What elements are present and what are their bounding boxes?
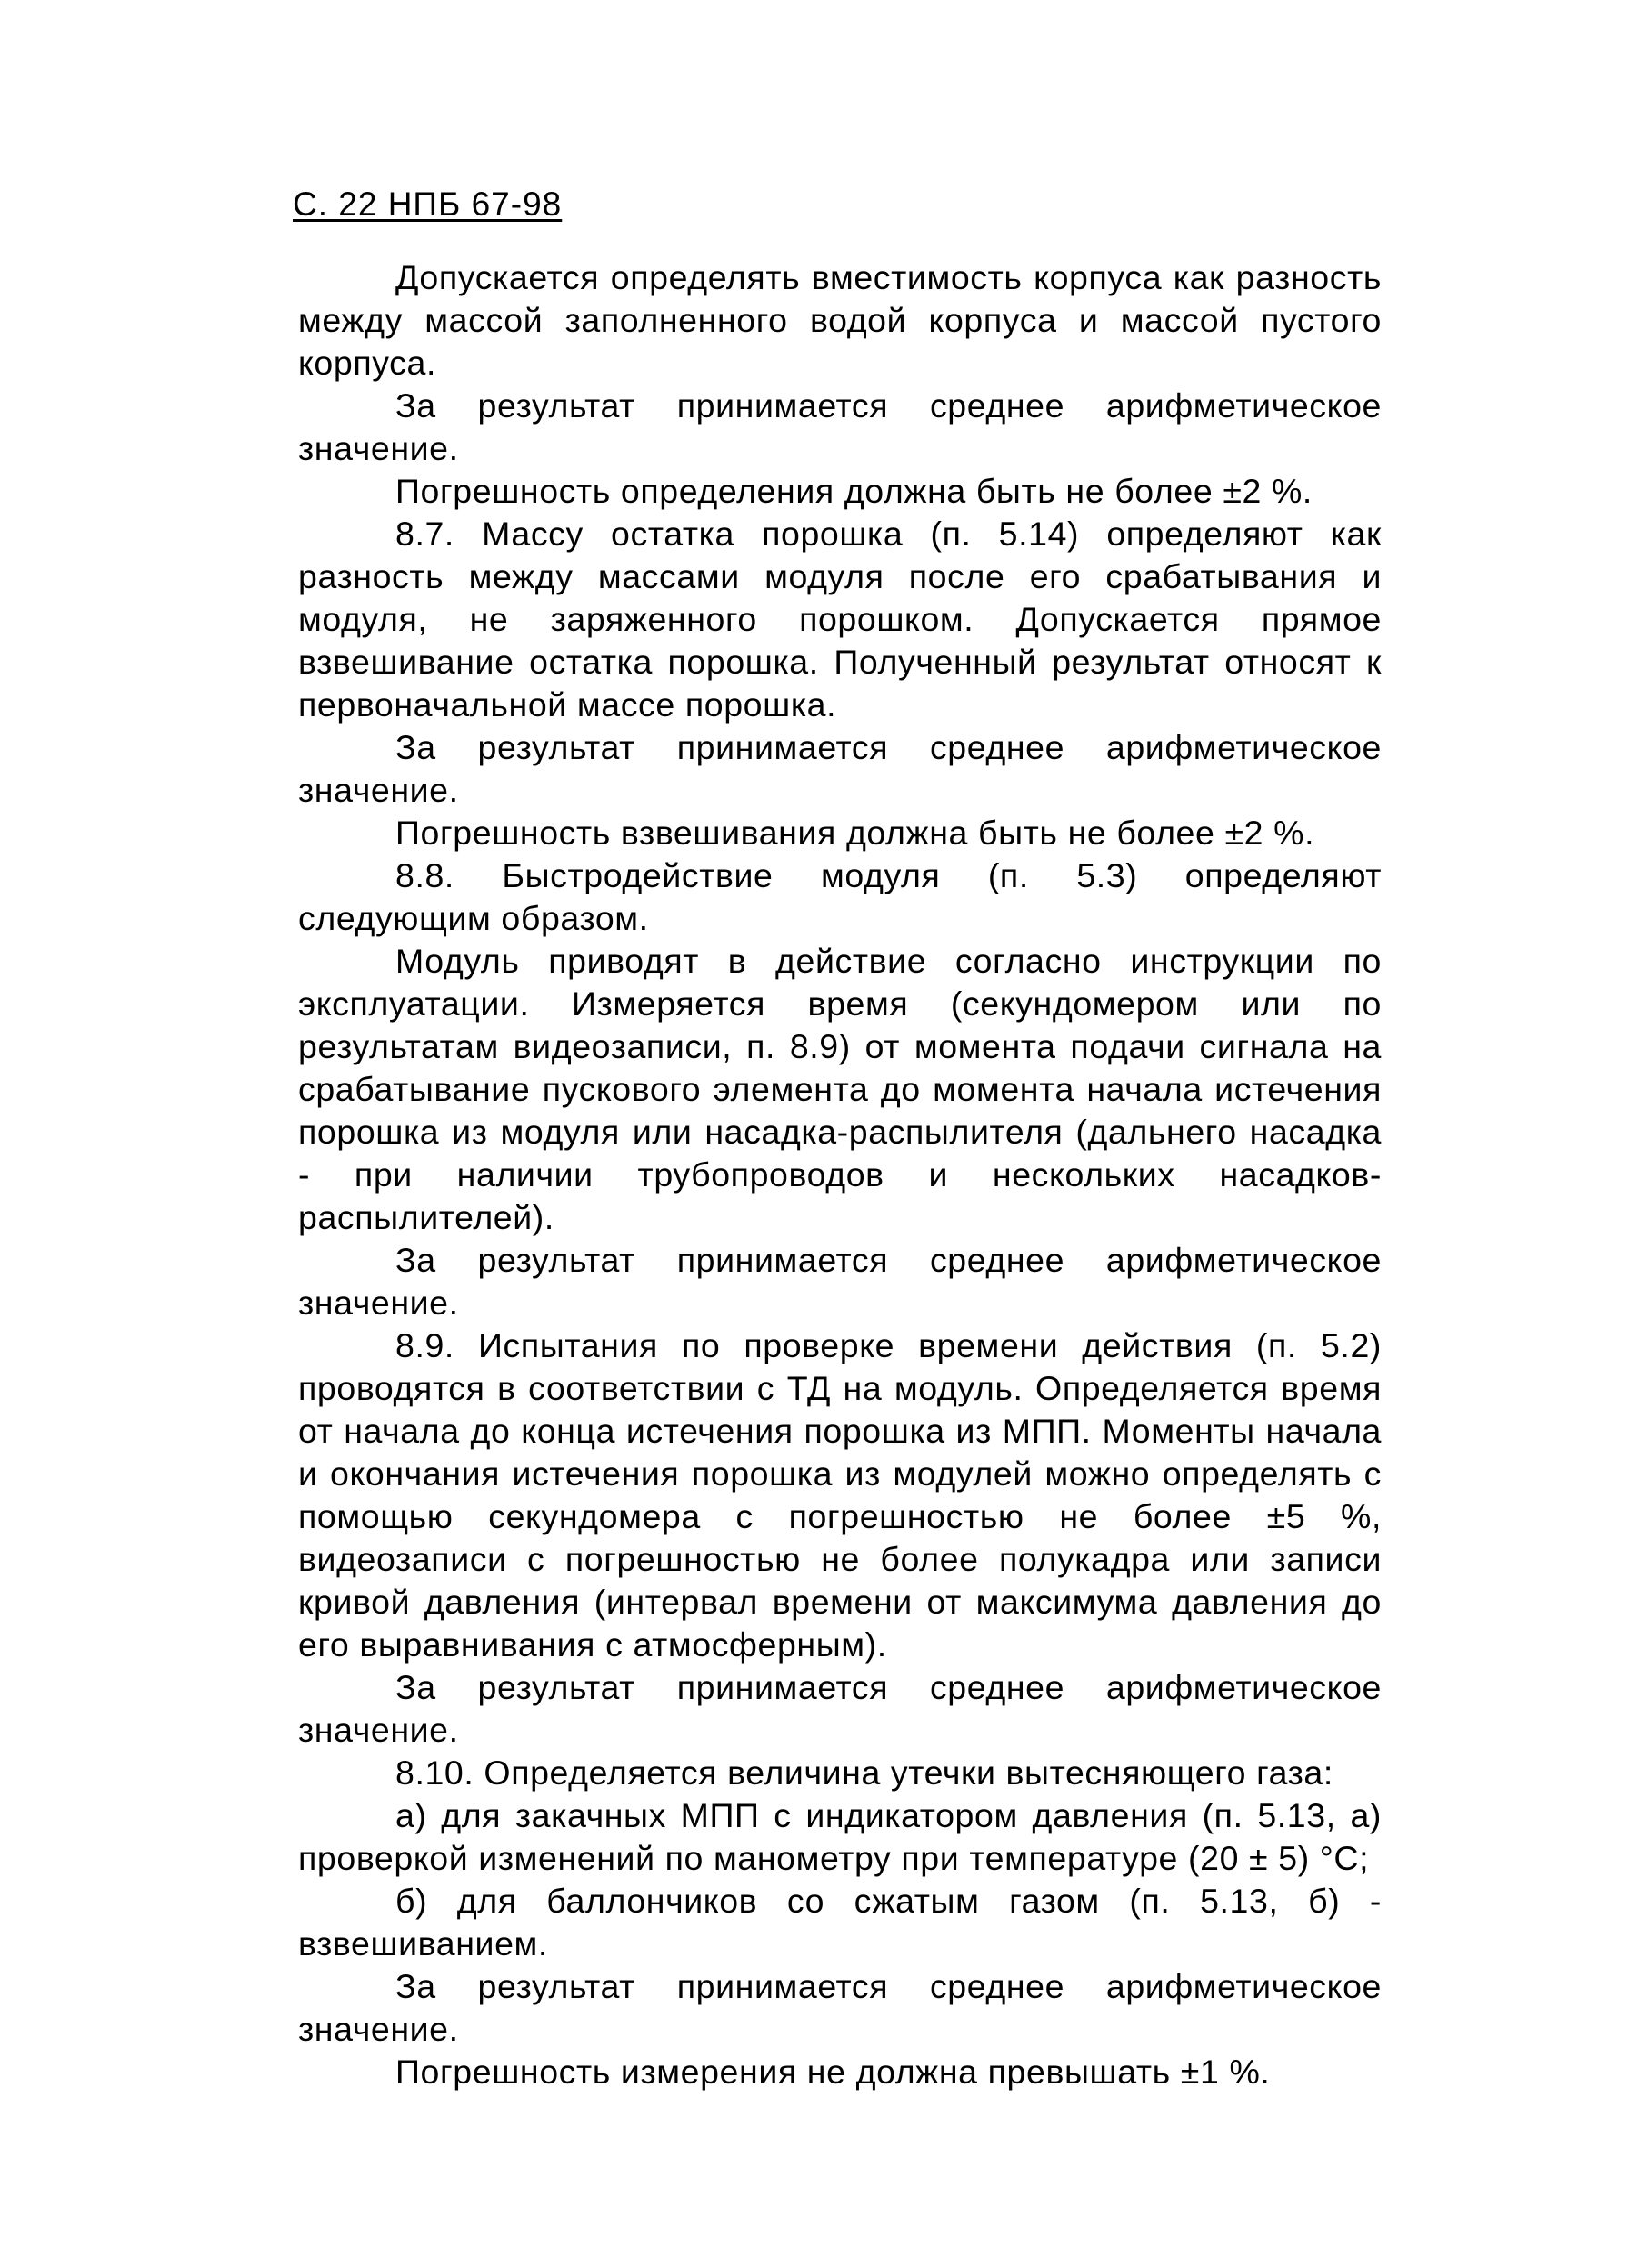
paragraph-item-b: б) для баллончиков со сжатым газом (п. 5.13, б) - взвешиванием. <box>298 1882 1382 1963</box>
paragraph-8-8: 8.8. Быстродействие модуля (п. 5.3) определяют следующим образом. <box>298 856 1382 937</box>
paragraph-result-mean-2: За результат принимается среднее арифметическое значение. <box>298 728 1382 809</box>
paragraph-result-mean-3: За результат принимается среднее арифметическое значение. <box>298 1241 1382 1322</box>
paragraph-8-7: 8.7. Массу остатка порошка (п. 5.14) определяют как разность между массами модуля после его срабатывания и модуля, не заряженного порошком. Допускается прямое взвешивание остатка порошка. Полученный результат относят к первоначальной массе порошка. <box>298 515 1382 724</box>
paragraph-result-mean-1: За результат принимается среднее арифметическое значение. <box>298 386 1382 467</box>
paragraph-result-mean-5: За результат принимается среднее арифметическое значение. <box>298 1967 1382 2048</box>
paragraph-8-10: 8.10. Определяется величина утечки вытесняющего газа: <box>395 1753 1333 1792</box>
document-body <box>298 256 1382 2093</box>
paragraph-accuracy-2: Погрешность взвешивания должна быть не более ±2 %. <box>395 814 1315 852</box>
paragraph-accuracy-1: Погрешность определения должна быть не более ±2 %. <box>395 472 1313 510</box>
paragraph-item-a: а) для закачных МПП с индикатором давления (п. 5.13, а) проверкой изменений по манометру при температуре (20 ± 5) °С; <box>298 1796 1382 1877</box>
paragraph-capacity-method: Допускается определять вместимость корпуса как разность между массой заполненного водой корпуса и массой пустого корпуса. <box>298 258 1382 382</box>
paragraph-result-mean-4: За результат принимается среднее арифметическое значение. <box>298 1668 1382 1749</box>
paragraph-accuracy-3: Погрешность измерения не должна превышать ±1 %. <box>395 2053 1271 2091</box>
paragraph-module-activation: Модуль приводят в действие согласно инструкции по эксплуатации. Измеряется время (секундомером или по результатам видеозаписи, п. 8.9) от момента подачи сигнала на срабатывание пускового элемента до момента начала истечения порошка из модуля или насадка-распылителя (дальнего насадка - при наличии трубопроводов и нескольких насадков-распылителей). <box>298 942 1382 1236</box>
page-header: С. 22 НПБ 67-98 <box>293 185 563 223</box>
paragraph-8-9: 8.9. Испытания по проверке времени действия (п. 5.2) проводятся в соответствии с ТД на модуль. Определяется время от начала до конца истечения порошка из МПП. Моменты начала и окончания истечения порошка из модулей можно определять с помощью секундомера с погрешностью не более ±5 %, видеозаписи с погрешностью не более полукадра или записи кривой давления (интервал времени от максимума давления до его выравнивания с атмосферным). <box>298 1326 1382 1664</box>
